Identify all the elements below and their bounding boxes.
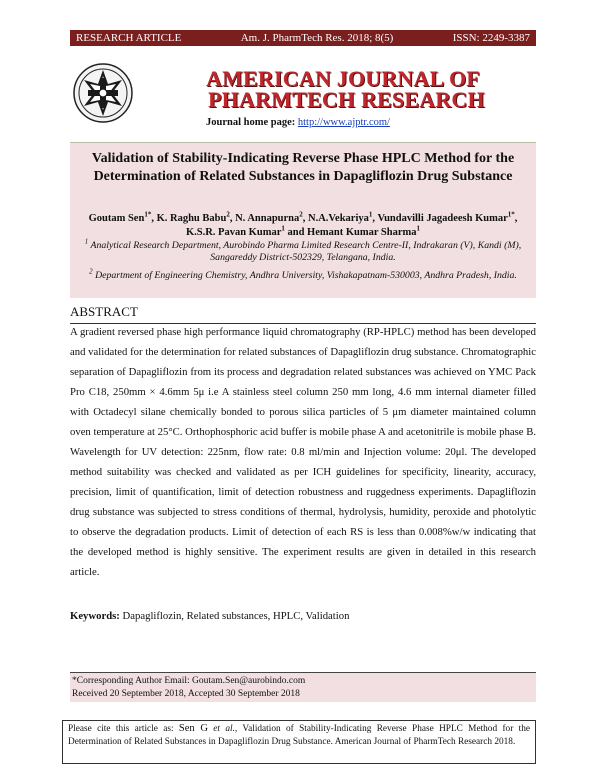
author: Hemant Kumar Sharma$^1$ xyxy=(307,224,421,238)
author-list: Goutam Sen$^{1*}$, K. Raghu Babu$^2$, N. Annapurna$^2$, N.A.Vekariya$^1$, Vundavilli Jagadeesh Kumar$^{1*}$, K.S.R. Pavan Kumar$^1$ and Hemant Kumar Sharma$^1$ xyxy=(88,210,518,238)
citation-authors: Sen G xyxy=(178,723,208,734)
citation-prefix: Please cite this article as: xyxy=(68,724,174,734)
journal-name-line1: AMERICAN JOURNAL OF xyxy=(206,66,480,91)
paper-title: Validation of Stability-Indicating Reverse Phase HPLC Method for the Determination of Related Substances in Dapagliflozin Drug Substance xyxy=(91,151,515,184)
affiliation-2: $^2$ Department of Engineering Chemistry, Andhra University, Vishakapatnam-530003, Andhra Pradesh, India. xyxy=(89,267,517,281)
keywords-label: Keywords: xyxy=(70,610,120,622)
abstract-text: A gradient reversed phase high performance liquid chromatography (RP-HPLC) method has been developed and validated for the determination for related substances of Dapagliflozin drug substance. Chromatographic separation of Dapagliflozin from its process and degradation related substances was achieved on YMC Pack Pro C18, 250mm × 4.6mm 5μ i.e A stainless steel column 250 mm long, 4.6 mm internal diameter filled with Octadecyl silane chemically bonded to porous silica particles of 5 μm diameter maintained column oven temperature at 25°C. Orthophosphoric acid buffer is mobile phase A and acetonitrile is mobile phase B. Wavelength for UV detection: 225nm, flow rate: 0.8 ml/min and Injection volume: 20μl. The developed method suitability was checked and validated as per ICH guidelines for specificity, linearity, accuracy, precision, limit of quantification, limit of detection robustness and ruggedness experiments. Dapagliflozin drug substance was subjected to stress conditions of thermal, hydrolysis, humidity, peroxide and photolytic to observe the degradation products. Limit of detection of each RS is less than 0.008%w/w indicating that the developed method is highly sensitive. The experiment results are given in detailed in this research article. xyxy=(70,326,536,578)
citation-box xyxy=(62,720,536,764)
issn: ISSN: 2249-3387 xyxy=(452,32,530,44)
keywords-list: Dapagliflozin, Related substances, HPLC, Validation xyxy=(122,610,350,622)
journal-name xyxy=(206,68,536,110)
author: K.S.R. Pavan Kumar$^1$ xyxy=(185,224,285,238)
homepage-link[interactable]: http://www.ajptr.com/ xyxy=(297,117,390,128)
keywords xyxy=(70,610,536,622)
corresponding-email: *Corresponding Author Email: Goutam.Sen@aurobindo.com xyxy=(72,676,306,686)
abstract-heading: ABSTRACT xyxy=(70,304,536,324)
author: Vundavilli Jagadeesh Kumar$^{1*}$ xyxy=(377,210,515,224)
journal-reference: Am. J. PharmTech Res. 2018; 8(5) xyxy=(240,32,394,44)
citation-text: Validation of Stability-Indicating Reverse Phase HPLC Method for the Determination of Related Substances in Dapagliflozin Drug Substance. American Journal of PharmTech Research 2018. xyxy=(68,724,531,747)
received-accepted-dates: Received 20 September 2018, Accepted 30 September 2018 xyxy=(72,689,300,699)
journal-header-bar xyxy=(70,30,536,46)
correspondence-box xyxy=(70,672,536,702)
journal-name-line2: PHARMTECH RESEARCH xyxy=(208,87,485,112)
author: K. Raghu Babu$^2$ xyxy=(156,210,230,224)
author: N. Annapurna$^2$ xyxy=(235,210,303,224)
journal-homepage xyxy=(206,117,390,128)
citation-etal: et al., xyxy=(213,724,238,734)
author: Goutam Sen$^{1*}$ xyxy=(88,210,152,224)
journal-logo xyxy=(72,62,134,124)
author: N.A.Vekariya$^1$ xyxy=(308,210,373,224)
affiliation-1: $^1$ Analytical Research Department, Aurobindo Pharma Limited Research Centre-II, Indrakaran (V), Kandi (M), Sangareddy District-502329, Telangana, India. xyxy=(84,237,522,263)
homepage-label: Journal home page: xyxy=(206,117,296,128)
article-type: RESEARCH ARTICLE xyxy=(76,32,182,44)
